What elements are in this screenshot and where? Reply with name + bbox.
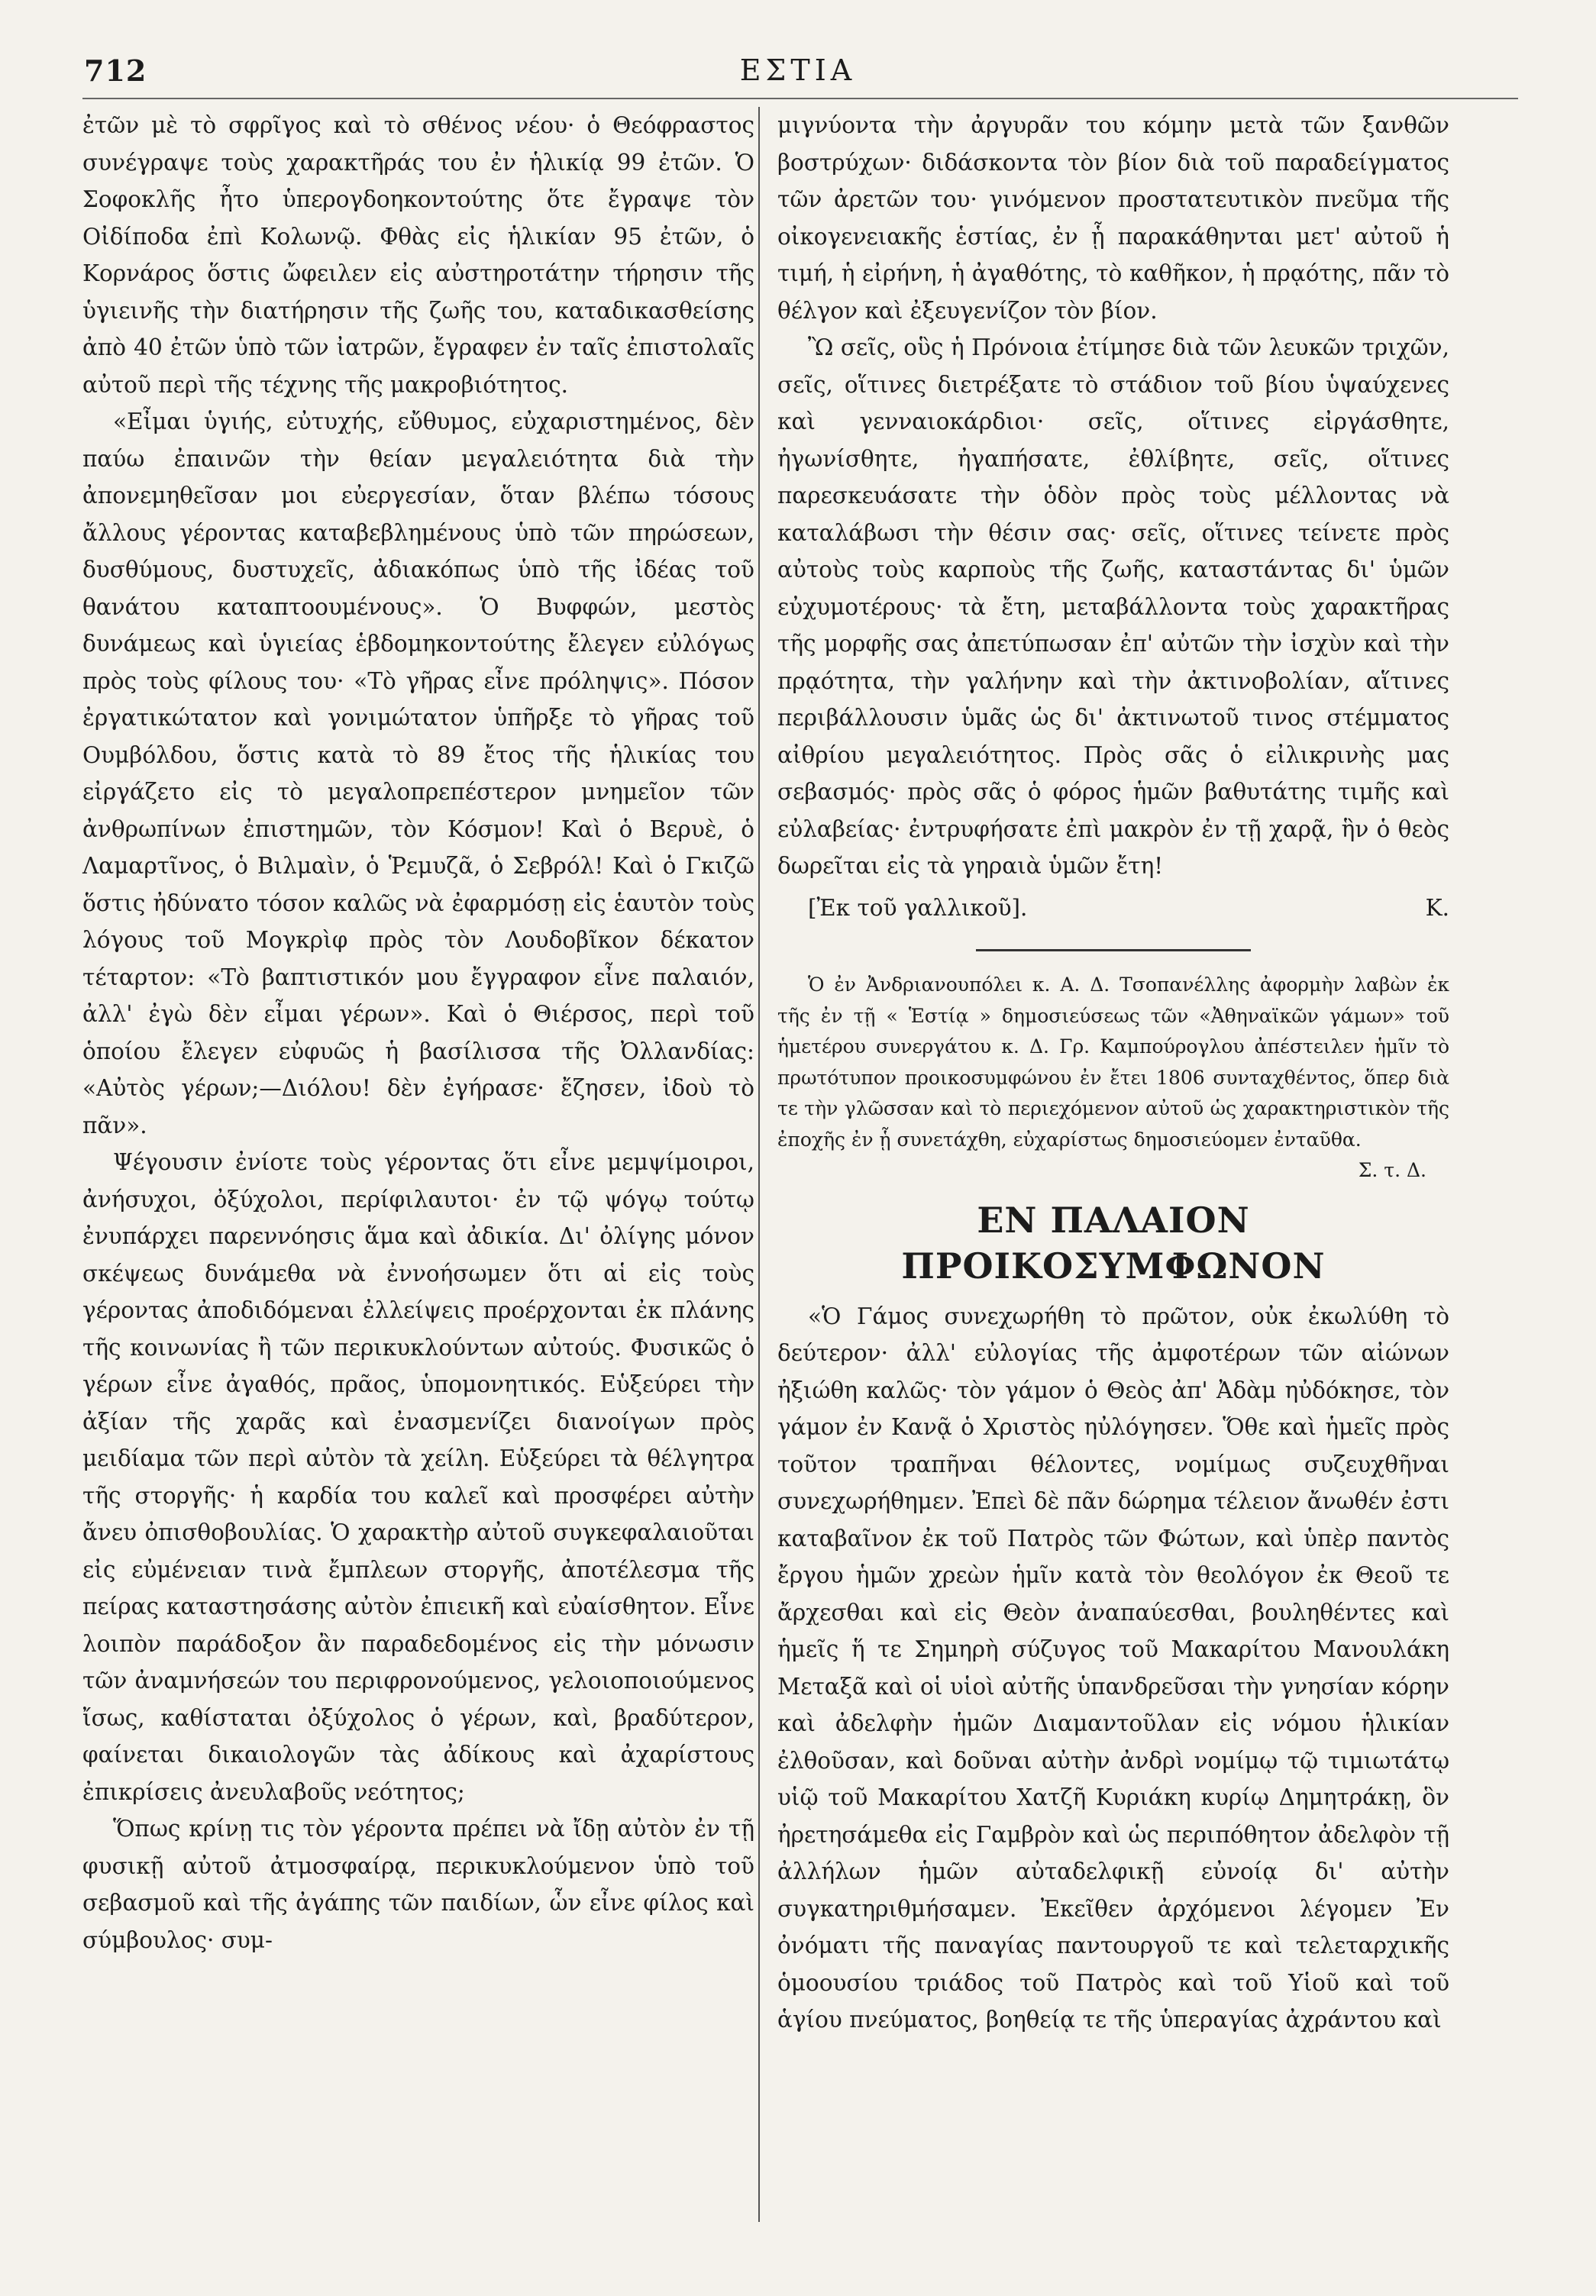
notice-text: Ὁ ἐν Ἀνδριανουπόλει κ. Α. Δ. Τσοπανέλλης ἀφορμὴν λαβὼν ἐκ τῆς ἐν τῇ « Ἑστίᾳ » δημοσιεύσεως τῶν «Ἀθηναϊκῶν γάμων» τοῦ ἡμετέρου συνεργάτου κ. Δ. Γρ. Καμπούρογλου ἀπέστειλεν ἡμῖν τὸ πρωτότυπον προικοσυμφώνου ἐν ἔτει 1806 συνταχθέντος, ὅπερ διὰ τε τὴν γλῶσσαν καὶ τὸ περιεχόμενον αὐτοῦ ὡς χαρακτηριστικὸν τῆς ἐποχῆς ἐν ᾗ συνετάχθη, εὐχαρίστως δημοσιεύομεν ἐνταῦθα.: [777, 974, 1449, 1151]
paragraph: Ὢ σεῖς, οὓς ἡ Πρόνοια ἐτίμησε διὰ τῶν λευκῶν τριχῶν, σεῖς, οἵτινες διετρέξατε τὸ στάδιον τοῦ βίου ὑψαύχενες καὶ γενναιοκάρδιοι· σεῖς, οἵτινες εἰργάσθητε, ἠγωνίσθητε, ἠγαπήσατε, ἐθλίβητε, σεῖς, οἵτινες παρεσκευάσατε τὴν ὁδὸν πρὸς τοὺς μέλλοντας νὰ καταλάβωσι τὴν θέσιν σας· σεῖς, οἵτινες τείνετε πρὸς αὐτοὺς τοὺς καρποὺς τῆς ζωῆς, καταστάντας δι' ὑμῶν εὐχυμοτέρους· τὰ ἔτη, μεταβάλλοντα τοὺς χαρακτῆρας τῆς μορφῆς σας ἀπετύπωσαν ἐπ' αὐτῶν τὴν ἰσχὺν καὶ τὴν πρᾳότητα, τὴν γαλήνην καὶ τὴν ἀκτινοβολίαν, αἵτινες περιβάλλουσιν ὑμᾶς ὡς δι' ἀκτινωτοῦ τινος στέμματος αἰθρίου μεγαλειότητος. Πρὸς σᾶς ὁ εἰλικρινὴς μας σεβασμός· πρὸς σᾶς ὁ φόρος ἡμῶν βαθυτάτης τιμῆς καὶ εὐλαβείας· ἐντρυφήσατε ἐπὶ μακρὸν ἐν τῇ χαρᾷ, ἣν ὁ θεὸς δωρεῖται εἰς τὰ γηραιὰ ὑμῶν ἔτη!: [777, 334, 1449, 879]
paragraph: Ὅπως κρίνῃ τις τὸν γέροντα πρέπει νὰ ἴδῃ αὐτὸν ἐν τῇ φυσικῇ αὐτοῦ ἀτμοσφαίρᾳ, περικυκλούμενον ὑπὸ τοῦ σεβασμοῦ καὶ τῆς ἀγάπης τῶν παιδίων, ὧν εἶνε φίλος καὶ σύμβουλος· συμ-: [82, 1816, 754, 1953]
attribution-initial: Κ.: [1425, 894, 1449, 921]
header-rule: [82, 98, 1518, 99]
document-text: «Ὁ Γάμος συνεχωρήθη τὸ πρῶτον, οὐκ ἐκωλύθη τὸ δεύτερον· ἀλλ' εὐλογίας τῆς ἀμφοτέρων τῶν αἰώνων ἠξιώθη καλῶς· τὸν γάμον ὁ Θεὸς ἀπ' Ἀδὰμ ηὐδόκησε, τὸν γάμον ἐν Κανᾷ ὁ Χριστὸς ηὐλόγησεν. Ὅθε καὶ ἡμεῖς πρὸς τοῦτον τραπῆναι θέλοντες, νομίμως συζευχθῆναι συνεχωρήθημεν. Ἐπεὶ δὲ πᾶν δώρημα τέλειον ἄνωθέν ἐστι καταβαῖνον ἐκ τοῦ Πατρὸς τῶν Φώτων, καὶ ὑπὲρ παντὸς ἔργου ἡμῶν χρεὼν ἡμῖν κατὰ τὸν θεολόγον ἐκ Θεοῦ τε ἄρχεσθαι καὶ εἰς Θεὸν ἀναπαύεσθαι, βουληθέντες καὶ ἡμεῖς ἥ τε Σημηρὴ σύζυγος τοῦ Μακαρίτου Μανουλάκη Μεταξᾶ καὶ οἱ υἱοὶ αὐτῆς ὑπανδρεῦσαι τὴν γνησίαν κόρην καὶ ἀδελφὴν ἡμῶν Διαμαντοῦλαν εἰς νόμου ἡλικίαν ἐλθοῦσαν, καὶ δοῦναι αὐτὴν ἀνδρὶ νομίμῳ τῷ τιμιωτάτῳ υἱῷ τοῦ Μακαρίτου Χατζῆ Κυριάκη κυρίῳ Δημητράκῃ, ὃν ἠρετησάμεθα εἰς Γαμβρὸν καὶ ὡς περιπόθητον ἀδελφὸν τῇ ἀλλήλων ἡμῶν αὐταδελφικῇ εὐνοίᾳ δι' αὐτὴν συγκατηριθμήσαμεν. Ἐκεῖθεν ἀρχόμενοι λέγομεν Ἐν ὀνόματι τῆς παναγίας παντουργοῦ τε καὶ τελεταρχικῆς ὁμοουσίου τριάδος τοῦ Πατρὸς καὶ τοῦ Υἱοῦ καὶ τοῦ ἁγίου πνεύματος, βοηθείᾳ τε τῆς ὑπεραγίας ἀχράντου καὶ: [777, 1303, 1449, 2033]
paragraph: «Εἶμαι ὑγιής, εὐτυχής, εὔθυμος, εὐχαριστημένος, δὲν παύω ἐπαινῶν τὴν θείαν μεγαλειότητα διὰ τὴν ἀπονεμηθεῖσαν μοι εὐεργεσίαν, ὅταν βλέπω τόσους ἄλλους γέροντας καταβεβλημένους ὑπὸ τῶν πηρώσεων, δυσθύμους, δυστυχεῖς, ἀδιακόπως ὑπὸ τῆς ἰδέας τοῦ θανάτου καταπτοουμένους». Ὁ Βυφφών, μεστὸς δυνάμεως καὶ ὑγιείας ἑβδομηκοντούτης ἔλεγεν εὐλόγως πρὸς τοὺς φίλους του· «Τὸ γῆρας εἶνε πρόληψις». Πόσον ἐργατικώτατον καὶ γονιμώτατον ὑπῆρξε τὸ γῆρας τοῦ Ουμβόλδου, ὅστις κατὰ τὸ 89 ἔτος τῆς ἡλικίας του εἰργάζετο εἰς τὸ μεγαλοπρεπέστερον μνημεῖον τῶν ἀνθρωπίνων ἐπιστημῶν, τὸν Κόσμον! Καὶ ὁ Βερυὲ, ὁ Λαμαρτῖνος, ὁ Βιλμαὶν, ὁ Ῥεμυζᾶ, ὁ Σεβρόλ! Καὶ ὁ Γκιζῶ ὅστις ἠδύνατο τόσον καλῶς νὰ ἐφαρμόσῃ εἰς ἑαυτὸν τοὺς λόγους τοῦ Μογκρὶφ πρὸς τὸν Λουδοβῖκον δέκατον τέταρτον: «Τὸ βαπτιστικόν μου ἔγγραφον εἶνε παλαιόν, ἀλλ' ἐγὼ δὲν εἶμαι γέρων». Καὶ ὁ Θιέρσος, περὶ τοῦ ὁποίου ἔλεγεν εὐφυῶς ἡ βασίλισσα τῆς Ὀλλανδίας: «Αὐτὸς γέρων;—Διόλου! δὲν ἐγήρασε· ἔζησεν, ἰδοὺ τὸ πᾶν».: [82, 409, 754, 1138]
paragraph: μιγνύοντα τὴν ἀργυρᾶν του κόμην μετὰ τῶν ξανθῶν βοστρύχων· διδάσκοντα τὸν βίον διὰ τοῦ παραδείγματος τῶν ἀρετῶν του· γινόμενον προστατευτικὸν πνεῦμα τῆς οἰκογενειακῆς ἑστίας, ἐν ᾗ παρακάθηνται μετ' αὐτοῦ ἡ τιμή, ἡ εἰρήνη, ἡ ἀγαθότης, τὸ καθῆκον, ἡ πρᾳότης, πᾶν τὸ θέλγον καὶ ἐξευγενίζον τὸν βίον.: [777, 112, 1449, 324]
page-header: [84, 47, 1512, 93]
notice-signature: Σ. τ. Δ.: [1358, 1159, 1426, 1181]
section-divider: [976, 949, 1251, 951]
paragraph: ἐτῶν μὲ τὸ σφρῖγος καὶ τὸ σθένος νέου· ὁ Θεόφραστος συνέγραψε τοὺς χαρακτῆράς του ἐν ἡλικίᾳ 99 ἐτῶν. Ὁ Σοφοκλῆς ἦτο ὑπερογδοηκοντούτης ὅτε ἔγραψε τὸν Οἰδίποδα ἐπὶ Κολωνῷ. Φθὰς εἰς ἡλικίαν 95 ἐτῶν, ὁ Κορνάρος ὅστις ὤφειλεν εἰς αὐστηροτάτην τήρησιν τῆς ὑγιεινῆς τὴν διατήρησιν τῆς ζωῆς του, καταδικασθείσης ἀπὸ 40 ἐτῶν ὑπὸ τῶν ἰατρῶν, ἔγραφεν ἐν ταῖς ἐπιστολαῖς αὐτοῦ περὶ τῆς τέχνης τῆς μακροβιότητος.: [82, 112, 754, 398]
section-title: ΕΝ ΠΑΛΑΙΟΝ ΠΡΟΙΚΟΣΥΜΦΩΝΟΝ: [901, 1199, 1326, 1287]
left-column: [82, 107, 754, 1959]
page-number: 712: [84, 53, 147, 88]
attribution: [777, 890, 1449, 927]
attribution-source: [Ἐκ τοῦ γαλλικοῦ].: [808, 894, 1028, 921]
right-column: [777, 107, 1449, 2039]
paragraph: Ψέγουσιν ἐνίοτε τοὺς γέροντας ὅτι εἶνε μεμψίμοιροι, ἀνήσυχοι, ὀξύχολοι, περίφιλαυτοι· ἐν τῷ ψόγῳ τούτῳ ἐνυπάρχει παρεννόησις ἅμα καὶ ἀδικία. Δι' ὀλίγης μόνον σκέψεως δυνάμεθα νὰ ἐννοήσωμεν ὅτι αἱ εἰς τοὺς γέροντας ἀποδιδόμεναι ἐλλείψεις προέρχονται ἐκ πλάνης τῆς κοινωνίας ἢ τῶν περικυκλούντων αὐτούς. Φυσικῶς ὁ γέρων εἶνε ἀγαθός, πρᾶος, ὑπομονητικός. Εὑξεύρει τὴν ἀξίαν τῆς χαρᾶς καὶ ἐνασμενίζει διανοίγων πρὸς μειδίαμα τῶν περὶ αὐτὸν τὰ χείλη. Εὑξεύρει τὰ θέλγητρα τῆς στοργῆς· ἡ καρδία του καλεῖ καὶ προσφέρει αὐτὴν ἄνευ ὀπισθοβουλίας. Ὁ χαρακτὴρ αὐτοῦ συγκεφαλαιοῦται εἰς εὐμένειαν τινὰ ἔμπλεων στοργῆς, ἀποτέλεσμα τῆς πείρας καταστησάσης αὐτὸν ἐπιεικῆ καὶ εὐαίσθητον. Εἶνε λοιπὸν παράδοξον ἂν παραδεδομένος εἰς τὴν μόνωσιν τῶν ἀναμνήσεών του περιφρονούμενος, γελοιοποιούμενος ἴσως, καθίσταται ὀξύχολος ὁ γέρων, καὶ, βραδύτερον, φαίνεται δικαιολογῶν τὰς ἀδίκους καὶ ἀχαρίστους ἐπικρίσεις ἀνευλαβοῦς νεότητος;: [82, 1149, 754, 1805]
column-divider: [758, 107, 760, 2222]
editorial-notice: [777, 970, 1449, 1187]
running-title: ΕΣΤΙΑ: [739, 53, 857, 87]
